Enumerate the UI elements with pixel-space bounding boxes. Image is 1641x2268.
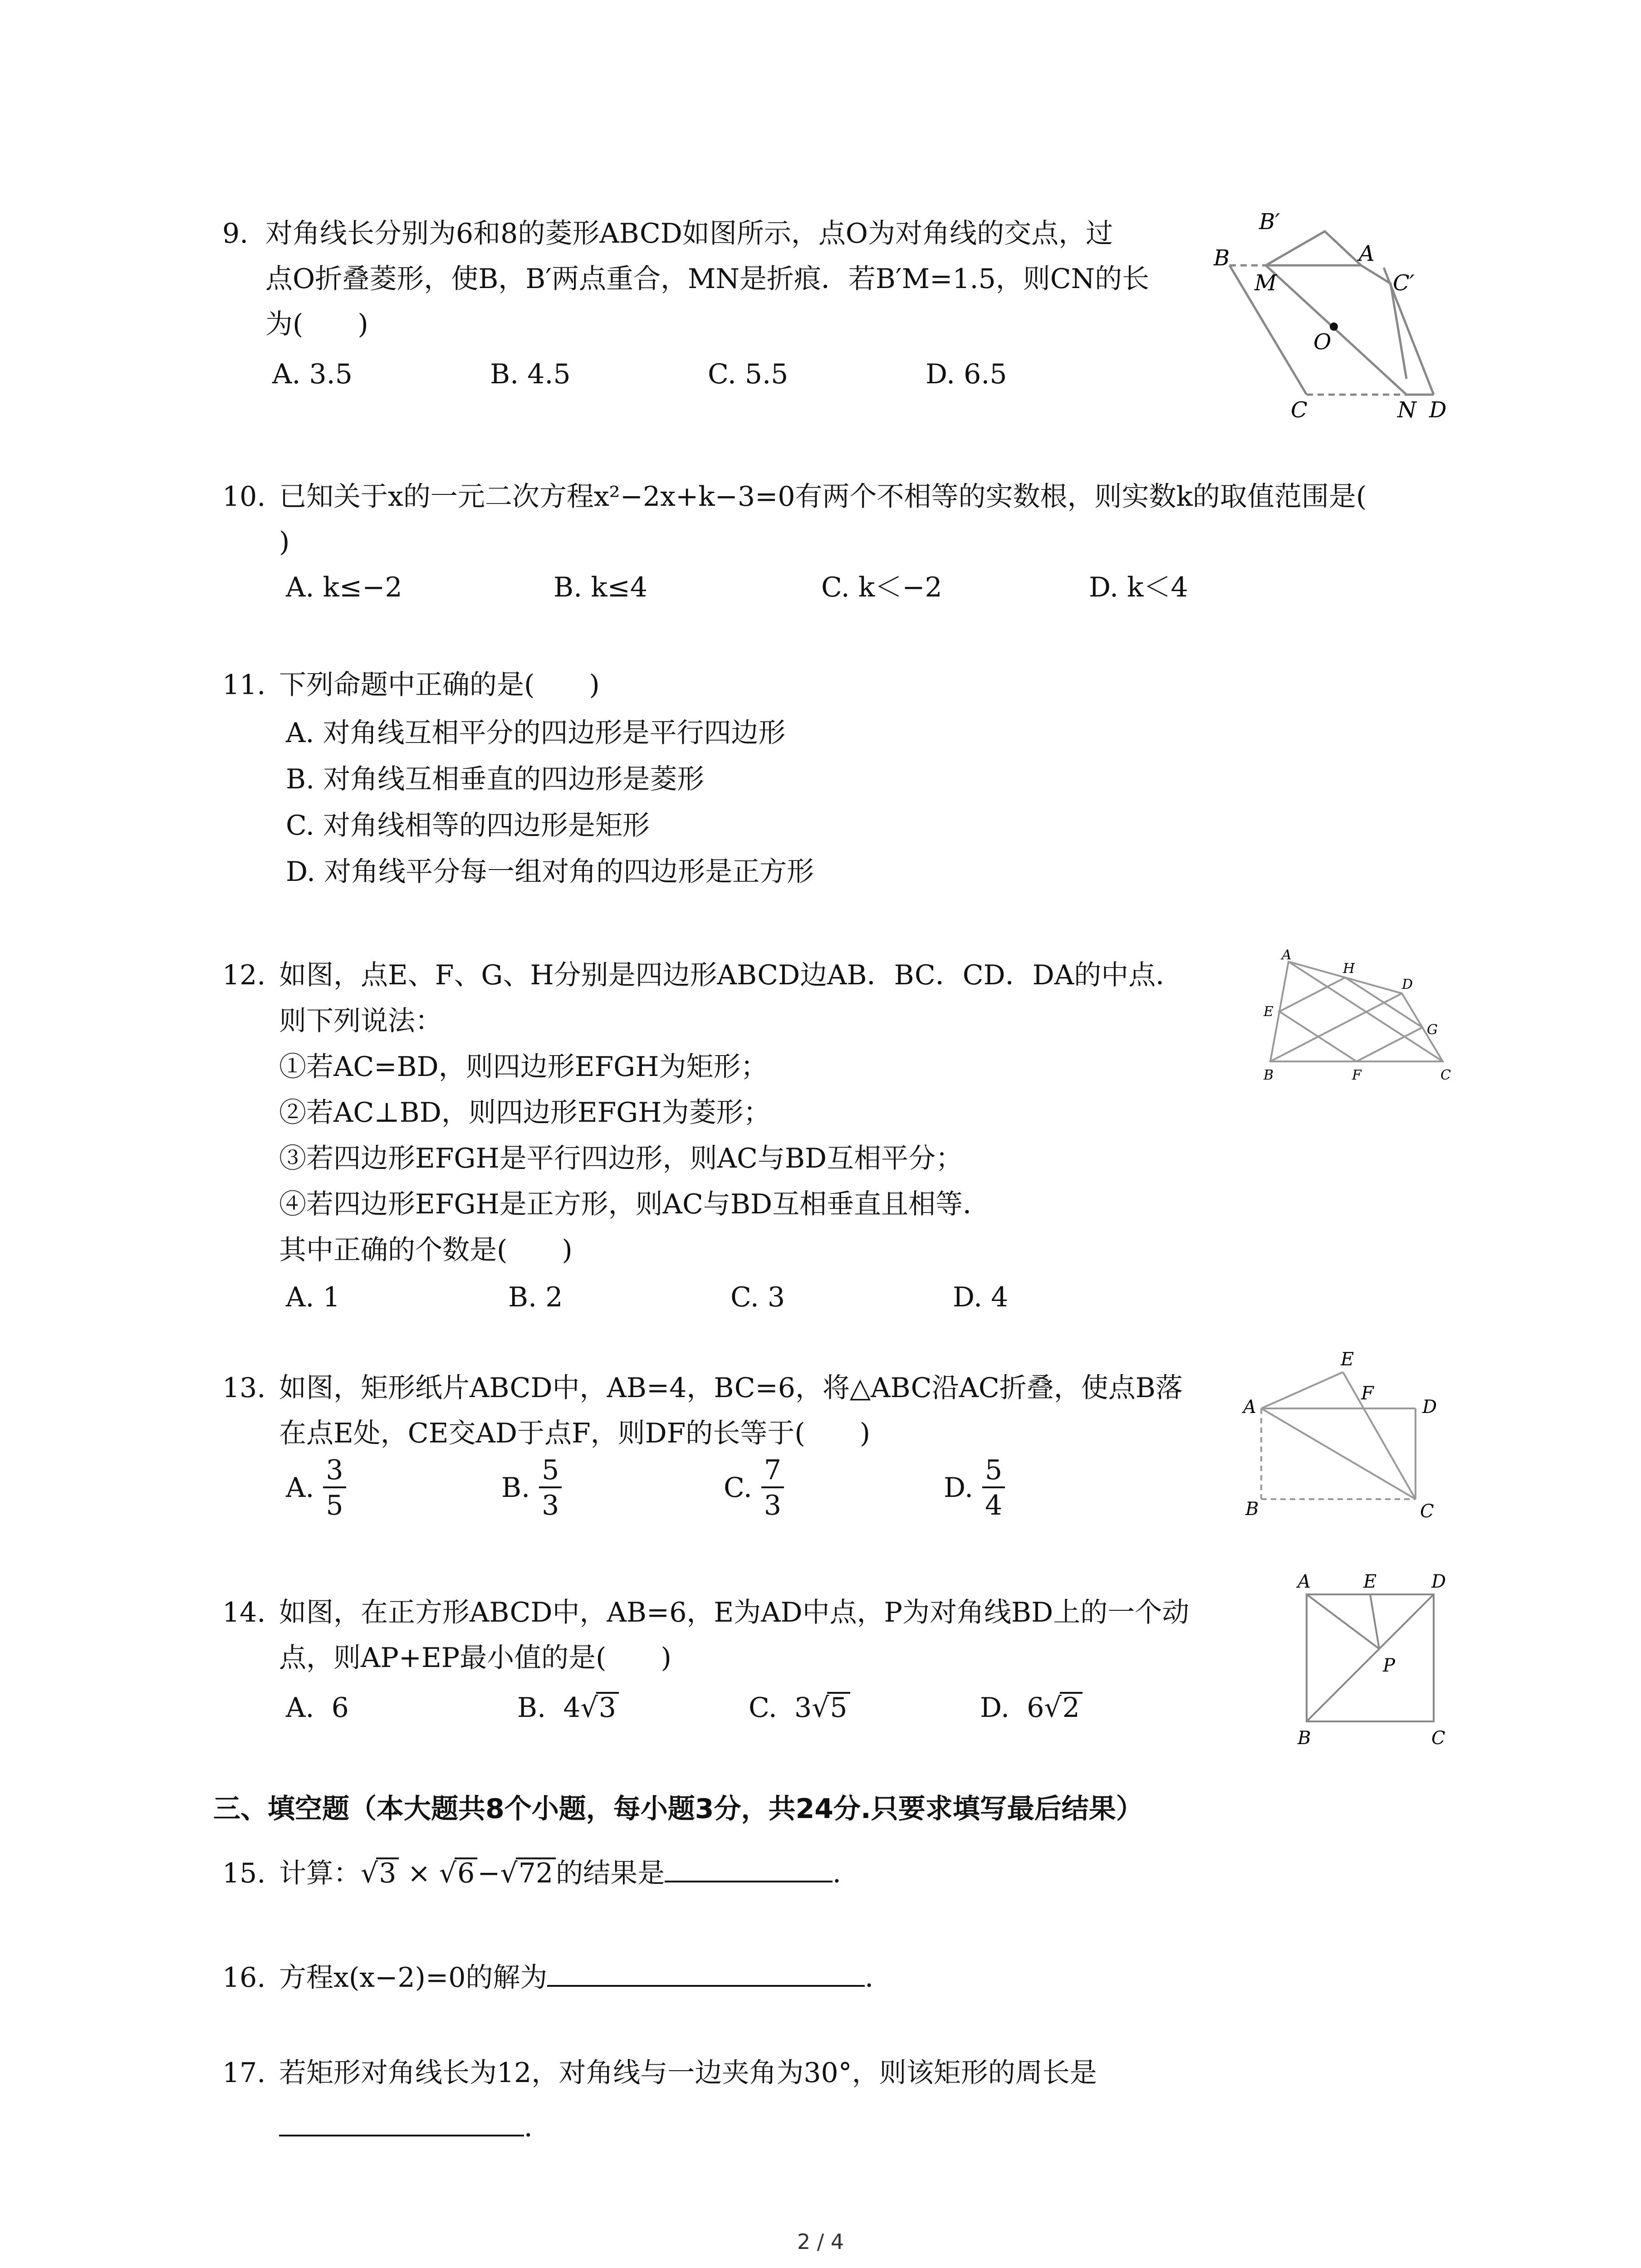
q14-option-b[interactable]: B. 4√3 [517, 1685, 619, 1730]
q13-edge-EC [1343, 1372, 1416, 1499]
q12-label-H: H [1343, 961, 1355, 977]
q12-line-4: ②若AC⊥BD，则四边形EFGH为菱形； [279, 1097, 771, 1129]
q13-d-denominator: 4 [985, 1490, 1003, 1521]
q9-stem [265, 211, 1149, 347]
q9-label-C: C [1291, 397, 1308, 423]
q12-stem [279, 953, 1183, 1273]
q13-label-A: A [1243, 1397, 1256, 1418]
q10-line-1: 已知关于x的一元二次方程x²−2x+k−3=0有两个不相等的实数根，则实数k的取值范围是( [279, 481, 1367, 513]
q15-number: 15. [222, 1857, 266, 1889]
q13-option-a-fraction [323, 1454, 346, 1521]
q14-option-d-radicand: 2 [1060, 1692, 1083, 1722]
q9-label-B: B [1214, 245, 1230, 271]
q12-label-D: D [1402, 977, 1413, 992]
q10-stem [279, 474, 1367, 565]
q12-label-E: E [1264, 1004, 1274, 1020]
q12-line-2: 则下列说法： [279, 1005, 442, 1037]
q15-minus: − [477, 1857, 500, 1889]
q15-radicand-2: 6 [455, 1857, 477, 1888]
q14-option-d[interactable]: D. 6√2 [980, 1685, 1083, 1730]
q13-edge-AE [1261, 1372, 1343, 1408]
q15-suffix: 的结果是 [556, 1857, 665, 1889]
q11-options [286, 710, 814, 895]
q9-line-3: 为( ) [265, 308, 368, 340]
q9-label-Cprime: C′ [1393, 270, 1415, 296]
q14-label-D: D [1431, 1571, 1446, 1592]
q13-option-c[interactable] [724, 1449, 784, 1526]
q13-number: 13. [222, 1372, 266, 1404]
q14-figure [1284, 1569, 1465, 1760]
q14-number: 14. [222, 1597, 266, 1628]
q14-option-c[interactable]: C. 3√5 [749, 1685, 850, 1730]
q13-option-d-fraction [982, 1454, 1005, 1521]
q13-label-F: F [1361, 1383, 1374, 1404]
q10-option-c[interactable]: C. k＜−2 [821, 572, 942, 603]
q17-answer-blank[interactable] [279, 2106, 524, 2136]
q11-number: 11. [222, 669, 266, 701]
q13-option-c-fraction [761, 1454, 784, 1521]
q15-radicand-3: 72 [516, 1857, 556, 1888]
q9-line-1: 对角线长分别为6和8的菱形ABCD如图所示，点O为对角线的交点，过 [265, 218, 1113, 249]
q14-option-a-letter: A. [286, 1692, 314, 1724]
q9-option-b[interactable]: B. 4.5 [490, 358, 571, 390]
q12-quad-ABCD [1270, 962, 1443, 1061]
q9-option-d[interactable]: D. 6.5 [926, 358, 1007, 390]
q14-option-b-letter: B. [517, 1692, 546, 1724]
q11-option-c[interactable]: C. 对角线相等的四边形是矩形 [286, 810, 650, 841]
q12-label-C: C [1440, 1067, 1451, 1083]
q14-line-2: 点，则AP+EP最小值的是( ) [279, 1642, 671, 1674]
q13-line-1: 如图，矩形纸片ABCD中，AB=4，BC=6，将△ABC沿AC折叠，使点B落 [279, 1372, 1183, 1404]
q14-option-d-coeff: 6 [1027, 1692, 1044, 1724]
q14-option-c-letter: C. [749, 1692, 777, 1724]
q15-answer-blank[interactable] [665, 1852, 833, 1882]
q13-stem [279, 1365, 1183, 1456]
q15-times: × [407, 1857, 431, 1889]
q13-option-b-fraction [539, 1454, 562, 1521]
q13-option-d[interactable] [944, 1449, 1005, 1526]
q11-option-b[interactable]: B. 对角线互相垂直的四边形是菱形 [286, 763, 705, 795]
q14-label-A: A [1298, 1571, 1311, 1592]
q13-label-D: D [1422, 1397, 1437, 1418]
q14-segment-AP [1307, 1594, 1379, 1649]
q10-option-b[interactable]: B. k≤4 [554, 572, 648, 603]
q15-prefix: 计算： [279, 1857, 361, 1889]
q9-label-N: N [1397, 397, 1416, 423]
q17-answer-line [279, 2105, 1097, 2150]
q13-figure [1234, 1349, 1452, 1542]
q12-line-3: ①若AC=BD，则四边形EFGH为矩形； [279, 1051, 768, 1083]
q12-label-G: G [1427, 1022, 1438, 1038]
q13-label-B: B [1245, 1499, 1259, 1520]
q13-option-d-letter: D. [944, 1472, 974, 1504]
q14-option-d-letter: D. [980, 1692, 1010, 1724]
q14-label-B: B [1298, 1728, 1311, 1749]
q13-option-a[interactable] [286, 1449, 346, 1526]
q12-label-A: A [1282, 947, 1292, 963]
q10-line-2: ) [279, 526, 290, 558]
q9-fold-MN [1266, 265, 1406, 395]
q13-d-numerator: 5 [982, 1457, 1005, 1488]
q13-line-2: 在点E处，CE交AD于点F，则DF的长等于( ) [279, 1418, 871, 1449]
q10-option-a[interactable]: A. k≤−2 [286, 572, 402, 603]
q12-label-B: B [1264, 1067, 1274, 1083]
q13-option-b[interactable] [501, 1449, 562, 1526]
q14-option-c-coeff: 3 [794, 1692, 812, 1724]
q9-number: 9. [222, 218, 249, 249]
q13-option-b-letter: B. [501, 1472, 530, 1504]
q12-diagonal-BD [1270, 993, 1402, 1061]
q9-label-Bprime: B′ [1259, 209, 1280, 235]
q9-label-A: A [1359, 241, 1375, 266]
q12-option-b[interactable]: B. 2 [508, 1281, 563, 1313]
q13-label-C: C [1420, 1501, 1434, 1522]
q12-line-5: ③若四边形EFGH是平行四边形，则AC与BD互相平分； [279, 1143, 963, 1174]
q14-segment-EP [1370, 1594, 1379, 1649]
q15-stem: 计算：√3 × √6 −√72 的结果是 ． [279, 1851, 860, 1896]
q9-option-a[interactable]: A. 3.5 [272, 358, 353, 390]
q9-line-2: 点O折叠菱形，使B，B′两点重合，MN是折痕．若B′M=1.5，则CN的长 [265, 263, 1150, 295]
q16-answer-blank[interactable] [547, 1956, 865, 1987]
section-title-fill-in: 三、填空题（本大题共8个小题，每小题3分，共24分.只要求填写最后结果） [213, 1793, 1143, 1825]
q11-option-d[interactable]: D. 对角线平分每一组对角的四边形是正方形 [286, 856, 814, 888]
q13-c-numerator: 7 [761, 1457, 784, 1488]
q14-label-E: E [1363, 1571, 1377, 1592]
q13-a-denominator: 5 [326, 1490, 343, 1521]
q14-option-b-radicand: 3 [596, 1692, 619, 1722]
q16-end: ． [865, 1962, 892, 1994]
q9-figure [1214, 204, 1474, 423]
q13-c-denominator: 3 [764, 1490, 782, 1521]
q11-option-a[interactable]: A. 对角线互相平分的四边形是平行四边形 [286, 717, 786, 749]
q12-option-d[interactable]: D. 4 [953, 1281, 1009, 1313]
q9-label-M: M [1254, 270, 1277, 296]
q12-line-6: ④若四边形EFGH是正方形，则AC与BD互相垂直且相等． [279, 1188, 990, 1220]
q13-diagonal-AC [1261, 1408, 1416, 1499]
q14-label-P: P [1383, 1655, 1395, 1676]
q16-text: 方程x(x−2)=0的解为 [279, 1962, 548, 1994]
q16-number: 16. [222, 1962, 266, 1994]
q13-option-c-letter: C. [724, 1472, 752, 1504]
q14-option-b-coeff: 4 [563, 1692, 581, 1724]
q15-radicand-1: 3 [376, 1857, 399, 1888]
q9-option-c[interactable]: C. 5.5 [708, 358, 789, 390]
q13-option-a-letter: A. [286, 1472, 314, 1504]
q12-option-c[interactable]: C. 3 [730, 1281, 785, 1313]
q14-option-c-radicand: 5 [827, 1692, 850, 1722]
q9-label-D: D [1429, 397, 1447, 423]
q15-end: ． [833, 1857, 860, 1889]
q10-number: 10. [222, 481, 266, 513]
q14-line-1: 如图，在正方形ABCD中，AB=6，E为AD中点，P为对角线BD上的一个动 [279, 1597, 1190, 1628]
q13-a-numerator: 3 [323, 1457, 346, 1488]
q14-stem [279, 1590, 1189, 1681]
q12-number: 12. [222, 959, 266, 991]
q12-line-1: 如图，点E、F、G、H分别是四边形ABCD边AB．BC．CD．DA的中点． [279, 959, 1183, 991]
q10-option-d[interactable]: D. k＜4 [1089, 572, 1188, 603]
q11-line-1: 下列命题中正确的是( ) [279, 669, 600, 701]
q17-stem [279, 2050, 1097, 2150]
q14-option-a-value: 6 [331, 1692, 349, 1724]
page-number: 2 / 4 [797, 2229, 844, 2254]
q17-number: 17. [222, 2057, 266, 2089]
q14-label-C: C [1431, 1728, 1445, 1749]
q13-b-denominator: 3 [542, 1490, 559, 1521]
q13-b-numerator: 5 [539, 1457, 562, 1488]
q17-end: ． [524, 2112, 551, 2143]
q12-option-a[interactable]: A. 1 [286, 1281, 340, 1313]
q11-stem [279, 662, 600, 708]
q12-figure [1261, 943, 1470, 1098]
q16-stem [279, 1955, 892, 2000]
q9-label-O: O [1313, 329, 1332, 355]
q14-option-a[interactable] [286, 1685, 349, 1730]
q17-text: 若矩形对角线长为12，对角线与一边夹角为30°，则该矩形的周长是 [279, 2057, 1097, 2089]
q9-flap-MB' [1266, 231, 1361, 265]
q12-line-7: 其中正确的个数是( ) [279, 1234, 573, 1266]
q14-diagonal-BD [1307, 1594, 1434, 1721]
q12-label-F: F [1352, 1067, 1362, 1083]
q13-label-E: E [1341, 1349, 1354, 1370]
